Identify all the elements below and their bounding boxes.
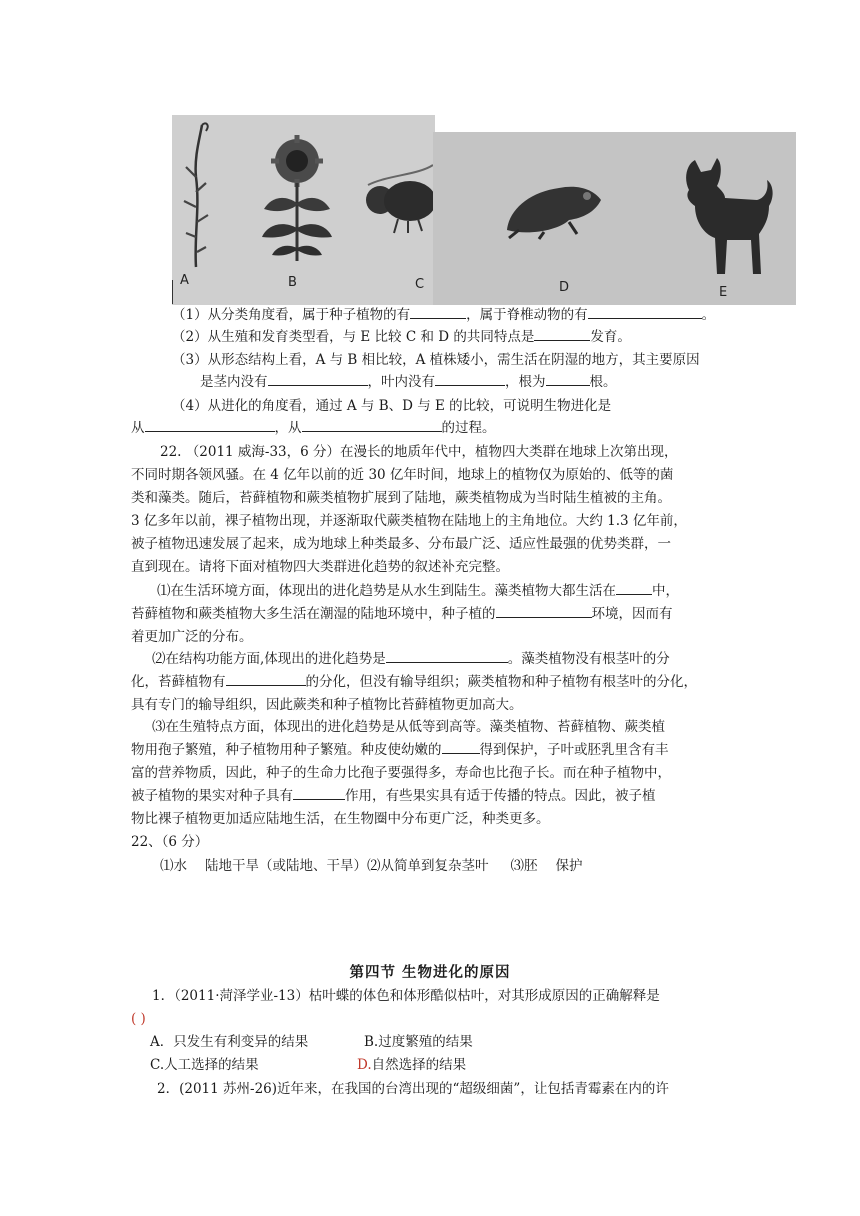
answer-blank[interactable]	[145, 417, 275, 432]
q21-part1: （1）从分类角度看，属于种子植物的有 ，属于脊椎动物的有 。	[172, 304, 715, 326]
answer-blank[interactable]	[616, 580, 652, 595]
answer-blank[interactable]	[534, 326, 590, 341]
q22-item3-cont: 物用孢子繁殖，种子植物用种子繁殖。种皮使幼嫩的 得到保护，子叶或胚乳里含有丰	[131, 739, 669, 761]
answer-blank[interactable]	[496, 603, 592, 618]
figure-photo-right	[433, 132, 796, 305]
answer-1: ⑴水	[160, 858, 187, 874]
answer-blank[interactable]	[435, 371, 505, 386]
figure-label-d: D	[559, 280, 570, 295]
toad-image	[499, 170, 609, 240]
q22-item3-cont2: 富的营养物质，因此，种子的生命力比孢子要强得多，寿命也比孢子长。而在种子植物中，	[131, 765, 671, 781]
q1-stem: 1．（2011·菏泽学业-13）枯叶蝶的体色和体形酷似枯叶，对其形成原因的正确解释是	[152, 988, 660, 1004]
answer-blank[interactable]	[302, 417, 442, 432]
answer-blank[interactable]	[293, 785, 345, 800]
answer-3: ⑶胚	[510, 858, 538, 874]
q2-stem: 2．(2011 苏州-26)近年来，在我国的台湾出现的“超级细菌”，让包括青霉素在内的许	[157, 1081, 669, 1097]
q21-part4: （4）从进化的角度看，通过 A 与 B、D 与 E 的比较，可说明生物进化是	[172, 398, 612, 414]
q1-option-d-text: 自然选择的结果	[371, 1057, 467, 1073]
figure-edge-line	[172, 280, 173, 304]
figure-photo-left	[172, 115, 435, 305]
q21-part4-cont: 从 ，从 的过程。	[131, 417, 496, 439]
q1-option-d[interactable]	[357, 1054, 466, 1076]
answer-blank[interactable]	[386, 648, 508, 663]
q21-part3-cont: 是茎内没有 ，叶内没有 ，根为 根。	[200, 371, 617, 393]
q1-option-b[interactable]: B.过度繁殖的结果	[364, 1034, 473, 1050]
answer-2: 陆地干旱（或陆地、干旱）⑵从简单到复杂茎叶	[205, 858, 489, 874]
figure-label-b: B	[288, 275, 297, 290]
answer-blank[interactable]	[410, 304, 466, 319]
q22-item1-cont2: 着更加广泛的分布。	[131, 629, 253, 645]
q21-part3: （3）从形态结构上看，A 与 B 相比较，A 植株矮小，需生活在阴湿的地方，其主要原因	[172, 352, 700, 368]
q22-item3: ⑶在生殖特点方面，体现出的进化趋势是从低等到高等。藻类植物、苔藓植物、蕨类植	[152, 719, 665, 735]
q22-passage-line: 被子植物迅速发展了起来，成为地球上种类最多、分布最广泛、适应性最强的优势类群，一	[131, 536, 671, 552]
answer-header: 22、（6 分）	[131, 834, 209, 850]
q22-item1-cont: 苔藓植物和蕨类植物大多生活在潮湿的陆地环境中，种子植的 环境，因而有	[131, 603, 673, 625]
figure-label-c: C	[415, 277, 425, 292]
answer-blank[interactable]	[442, 739, 480, 754]
dog-image	[665, 150, 775, 280]
q1-answer-paren: ( )	[131, 1011, 146, 1027]
answer-blank[interactable]	[546, 371, 590, 386]
q1-option-a[interactable]: A．只发生有利变异的结果	[150, 1034, 309, 1050]
figure-label-e: E	[719, 285, 728, 300]
q1-option-c[interactable]: C.人工选择的结果	[150, 1057, 259, 1073]
q22-item2-cont2: 具有专门的输导组织，因此蕨类和种子植物比苔藓植物更加高大。	[131, 697, 523, 713]
q22-item2: ⑵在结构功能方面,体现出的进化趋势是 。藻类植物没有根茎叶的分	[152, 648, 670, 670]
answer-line	[160, 855, 583, 877]
q22-item1: ⑴在生活环境方面，体现出的进化趋势是从水生到陆生。藻类植物大都生活在 中，	[157, 580, 679, 602]
bee-image	[358, 155, 435, 235]
q22-item2-cont: 化，苔藓植物有 的分化，但没有输导组织；蕨类植物和种子植物有根茎叶的分化，	[131, 671, 697, 693]
section-title: 第四节 生物进化的原因	[349, 964, 511, 981]
answer-blank[interactable]	[226, 671, 306, 686]
q22-passage-line: 不同时期各领风骚。在 4 亿年以前的近 30 亿年时间，地球上的植物仅为原始的、低等的菌	[131, 467, 674, 483]
answer-blank[interactable]	[588, 304, 702, 319]
q22-passage-line: 类和藻类。随后，苔藓植物和蕨类植物扩展到了陆地，蕨类植物成为当时陆生植被的主角。	[131, 490, 671, 506]
answer-4: 保护	[555, 858, 583, 874]
q22-passage-line: 直到现在。请将下面对植物四大类群进化趋势的叙述补充完整。	[131, 559, 509, 575]
q22-item3-cont4: 物比裸子植物更加适应陆地生活，在生物圈中分布更广泛，种类更多。	[131, 811, 550, 827]
answer-blank[interactable]	[268, 371, 368, 386]
q1-option-d-letter: D.	[357, 1057, 372, 1073]
q22-passage-line: 3 亿多年以前，裸子植物出现，并逐渐取代蕨类植物在陆地上的主角地位。大约 1.3 亿年前，	[131, 513, 687, 529]
moss-plant-image	[176, 117, 216, 277]
sunflower-image	[252, 133, 342, 263]
q21-part2: （2）从生殖和发育类型看，与 E 比较 C 和 D 的共同特点是 发育。	[172, 326, 631, 348]
figure-label-a: A	[180, 273, 189, 288]
q22-passage-line: 22. （2011 威海-33，6 分）在漫长的地质年代中，植物四大类群在地球上次第出现，	[160, 444, 678, 460]
q22-item3-cont3: 被子植物的果实对种子具有 作用，有些果实具有适于传播的特点。因此，被子植	[131, 785, 656, 807]
